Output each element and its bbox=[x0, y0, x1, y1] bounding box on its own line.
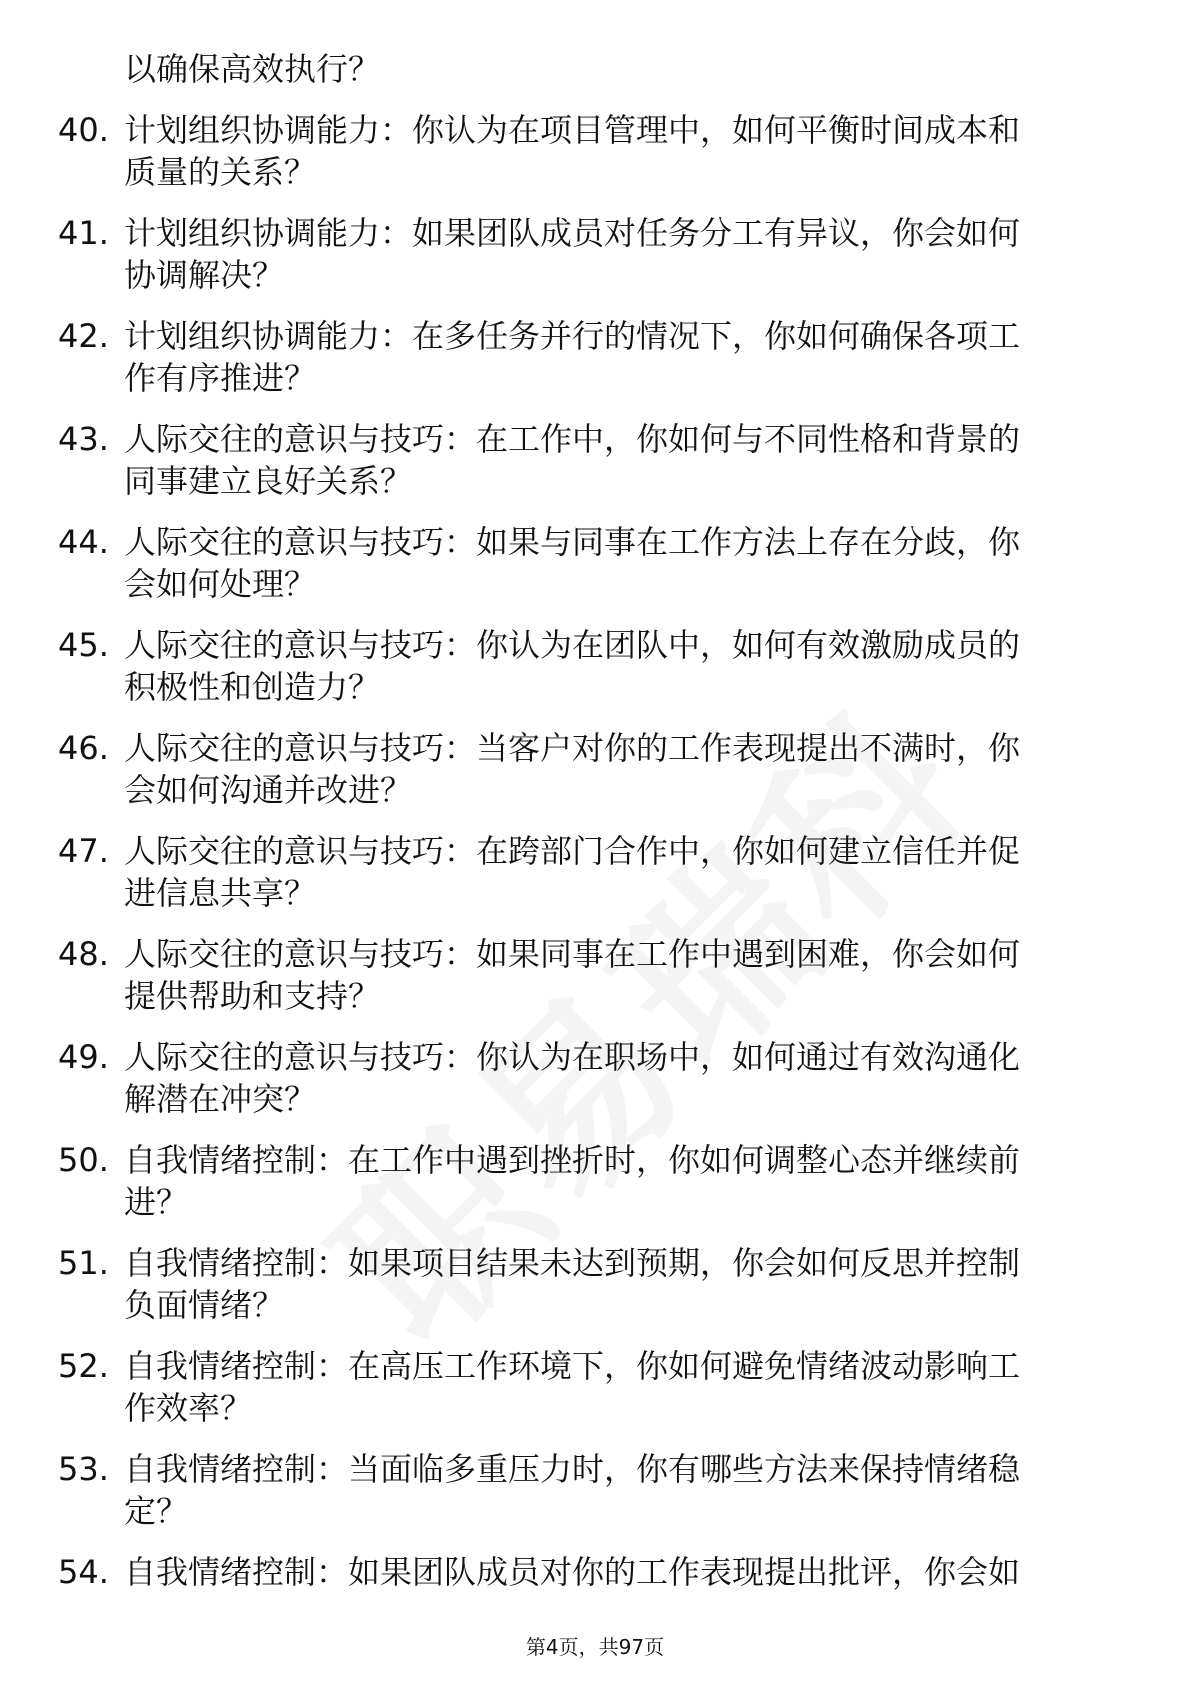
question-number: 51. bbox=[58, 1244, 109, 1282]
question-text-line-2: 作有序推进？ bbox=[124, 359, 317, 397]
question-line-2 bbox=[0, 1078, 1190, 1120]
question-text-line-1: 自我情绪控制：如果团队成员对你的工作表现提出批评，你会如 bbox=[124, 1553, 1021, 1591]
question-item bbox=[0, 1139, 1190, 1223]
question-item bbox=[0, 1242, 1190, 1326]
question-number: 46. bbox=[58, 729, 109, 767]
question-line-2 bbox=[0, 460, 1190, 502]
question-text-line-2: 提供帮助和支持？ bbox=[124, 977, 381, 1015]
question-line-1 bbox=[0, 727, 1190, 769]
question-text-line-2: 进？ bbox=[124, 1183, 189, 1221]
question-text-line-1: 人际交往的意识与技巧：在工作中，你如何与不同性格和背景的 bbox=[124, 420, 1021, 458]
question-line-1 bbox=[0, 109, 1190, 151]
question-line-2 bbox=[0, 1490, 1190, 1532]
question-item bbox=[0, 315, 1190, 399]
question-text-line-2: 同事建立良好关系？ bbox=[124, 462, 413, 500]
question-item bbox=[0, 1448, 1190, 1532]
question-text-line-1: 自我情绪控制：如果项目结果未达到预期，你会如何反思并控制 bbox=[124, 1244, 1021, 1282]
question-text-line-2: 进信息共享？ bbox=[124, 874, 317, 912]
continuation-text: 以确保高效执行？ bbox=[124, 50, 381, 88]
question-line-2 bbox=[0, 357, 1190, 399]
question-text-line-1: 人际交往的意识与技巧：当客户对你的工作表现提出不满时，你 bbox=[124, 729, 1021, 767]
question-item bbox=[0, 109, 1190, 193]
question-text-line-2: 负面情绪？ bbox=[124, 1286, 285, 1324]
question-number: 50. bbox=[58, 1141, 109, 1179]
question-item bbox=[0, 727, 1190, 811]
question-item bbox=[0, 933, 1190, 1017]
question-line-1 bbox=[0, 624, 1190, 666]
question-text-line-2: 会如何沟通并改进？ bbox=[124, 771, 413, 809]
question-line-2 bbox=[0, 769, 1190, 811]
question-text-line-2: 质量的关系？ bbox=[124, 153, 317, 191]
question-line-1 bbox=[0, 418, 1190, 460]
question-text-line-2: 作效率？ bbox=[124, 1389, 253, 1427]
question-line-1 bbox=[0, 830, 1190, 872]
question-number: 49. bbox=[58, 1038, 109, 1076]
question-number: 54. bbox=[58, 1553, 109, 1591]
question-item bbox=[0, 624, 1190, 708]
question-line-2 bbox=[0, 254, 1190, 296]
question-text-line-1: 计划组织协调能力：你认为在项目管理中，如何平衡时间成本和 bbox=[124, 111, 1021, 149]
question-text-line-1: 自我情绪控制：在高压工作环境下，你如何避免情绪波动影响工 bbox=[124, 1347, 1021, 1385]
question-text-line-1: 自我情绪控制：当面临多重压力时，你有哪些方法来保持情绪稳 bbox=[124, 1450, 1021, 1488]
question-number: 47. bbox=[58, 832, 109, 870]
question-text-line-1: 人际交往的意识与技巧：你认为在职场中，如何通过有效沟通化 bbox=[124, 1038, 1021, 1076]
question-text-line-1: 人际交往的意识与技巧：在跨部门合作中，你如何建立信任并促 bbox=[124, 832, 1021, 870]
question-item bbox=[0, 418, 1190, 502]
question-item bbox=[0, 830, 1190, 914]
question-line-1 bbox=[0, 521, 1190, 563]
question-number: 40. bbox=[58, 111, 109, 149]
question-line-2 bbox=[0, 563, 1190, 605]
question-number: 44. bbox=[58, 523, 109, 561]
question-text-line-1: 自我情绪控制：在工作中遇到挫折时，你如何调整心态并继续前 bbox=[124, 1141, 1021, 1179]
question-item bbox=[0, 1345, 1190, 1429]
question-line-1 bbox=[0, 1345, 1190, 1387]
question-number: 42. bbox=[58, 317, 109, 355]
question-line-2 bbox=[0, 975, 1190, 1017]
question-line-1 bbox=[0, 315, 1190, 357]
question-item bbox=[0, 1036, 1190, 1120]
question-line-1 bbox=[0, 1139, 1190, 1181]
continuation-line bbox=[0, 48, 1190, 90]
question-text-line-1: 人际交往的意识与技巧：如果与同事在工作方法上存在分歧，你 bbox=[124, 523, 1021, 561]
question-line-1 bbox=[0, 933, 1190, 975]
page-footer: 第4页，共97页 bbox=[525, 1635, 665, 1659]
question-text-line-2: 协调解决？ bbox=[124, 256, 285, 294]
question-line-1 bbox=[0, 1551, 1190, 1593]
question-item bbox=[0, 1551, 1190, 1593]
question-number: 45. bbox=[58, 626, 109, 664]
question-line-2 bbox=[0, 872, 1190, 914]
question-line-2 bbox=[0, 1387, 1190, 1429]
question-text-line-1: 人际交往的意识与技巧：如果同事在工作中遇到困难，你会如何 bbox=[124, 935, 1021, 973]
question-line-1 bbox=[0, 1448, 1190, 1490]
question-number: 52. bbox=[58, 1347, 109, 1385]
question-text-line-2: 积极性和创造力？ bbox=[124, 668, 381, 706]
question-text-line-2: 定？ bbox=[124, 1492, 189, 1530]
question-line-2 bbox=[0, 151, 1190, 193]
question-text-line-1: 计划组织协调能力：在多任务并行的情况下，你如何确保各项工 bbox=[124, 317, 1021, 355]
question-line-1 bbox=[0, 212, 1190, 254]
question-text-line-2: 解潜在冲突？ bbox=[124, 1080, 317, 1118]
question-line-1 bbox=[0, 1242, 1190, 1284]
question-items bbox=[0, 109, 1190, 1593]
question-line-1 bbox=[0, 1036, 1190, 1078]
question-text-line-2: 会如何处理？ bbox=[124, 565, 317, 603]
question-number: 53. bbox=[58, 1450, 109, 1488]
question-line-2 bbox=[0, 1181, 1190, 1223]
question-line-2 bbox=[0, 1284, 1190, 1326]
question-number: 48. bbox=[58, 935, 109, 973]
question-item bbox=[0, 521, 1190, 605]
question-text-line-1: 计划组织协调能力：如果团队成员对任务分工有异议，你会如何 bbox=[124, 214, 1021, 252]
question-line-2 bbox=[0, 666, 1190, 708]
question-number: 43. bbox=[58, 420, 109, 458]
question-list bbox=[0, 48, 1190, 1612]
question-text-line-1: 人际交往的意识与技巧：你认为在团队中，如何有效激励成员的 bbox=[124, 626, 1021, 664]
question-item bbox=[0, 212, 1190, 296]
question-number: 41. bbox=[58, 214, 109, 252]
